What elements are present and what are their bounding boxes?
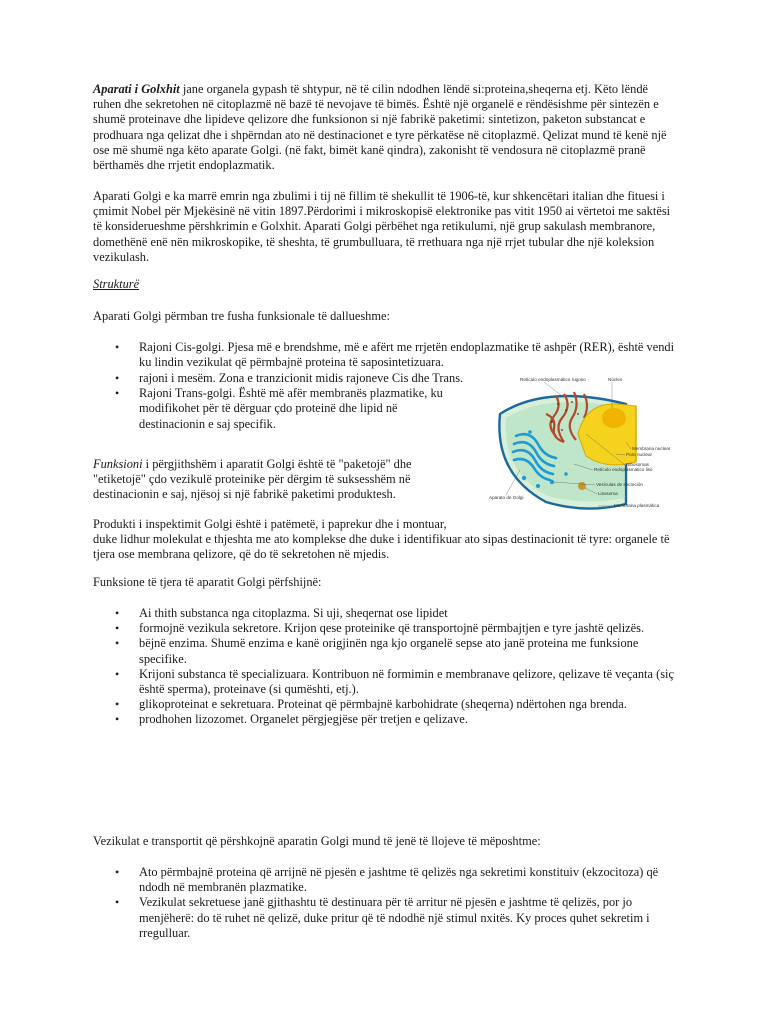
list-item: • formojnë vezikula sekretore. Krijon qese proteinike që transportojnë përmbajtjen e tyre jashtë qelizës. [93,621,675,636]
label-lysosome: Lisosoma [598,491,618,496]
vesicles-list [93,865,675,941]
structure-list [93,340,675,370]
structure-list-cont [93,371,465,432]
list-item: • glikoproteinat e sekretuara. Proteinat që përmbajnë karbohidrate (sheqerna) ndërtohen nga brenda. [93,697,675,712]
vesicles-intro: Vezikulat e transportit që përshkojnë aparatin Golgi mund të jenë të llojeve të mëposhtme: [93,834,541,848]
list-item: • rajoni i mesëm. Zona e tranzicionit midis rajoneve Cis dhe Trans. [93,371,465,386]
label-ribosomes: Ribosomas [626,462,649,467]
label-nucleus: Núcleo [608,377,623,382]
list-item: • bëjnë enzima. Shumë enzima e kanë origjinën nga kjo organelë sepse ato janë proteina me funksione specifike. [93,636,675,666]
other-functions-list [93,606,675,728]
label-golgi: Aparato de Golgi [489,495,524,500]
list-item: • Krijoni substanca të specializuara. Kontribuon në formimin e membranave qelizore, qelizave të veçanta (siç është sperma), proteinave (si qumështi, etj.). [93,667,675,697]
list-item: • prodhohen lizozomet. Organelet përgjegjëse për tretjen e qelizave. [93,712,675,727]
label-nuclear-membrane: Membrana nuclear [632,446,671,451]
list-item: • Rajoni Trans-golgi. Është më afër membranës plazmatike, ku modifikohet për të dërguar çdo proteinë dhe lipid në destinacionin e saj specifik. [93,386,465,432]
intro-paragraph [93,82,675,173]
label-rer: Retículo endoplasmático rugoso [520,377,586,382]
product-line1: Produkti i inspektimit Golgi është i patëmetë, i paprekur dhe i montuar, [93,517,447,531]
list-item: • Ai thith substanca nga citoplazma. Si uji, sheqernat ose lipidet [93,606,675,621]
list-item: • Ato përmbajnë proteina që arrijnë në pjesën e jashtme të qelizës nga sekretimi konstituiv (ekzocitoza) që ndodh në membranën plazmatike. [93,865,675,895]
golgi-cell-illustration [486,374,682,514]
product-paragraph [93,517,675,563]
label-secretion-vesicles: Vesículas de secreción [596,482,643,487]
function-paragraph [93,457,453,503]
label-ser: Retículo endoplasmático liso [594,467,653,472]
lysosome [578,482,586,490]
history-paragraph: Aparati Golgi e ka marrë emrin nga zbulimi i tij në fillim të shekullit të 1906-të, kur shkencëtari italian dhe fituesi i çmimit Nobel për Mjekësinë në vitin 1897.Përdorimi i mikroskopisë elektronike pas vitit 1950 ai vërtetoi me saktësi të konsiderueshme përshkrimin e Golxhit. Aparati Golgi përbëhet nga retikulumi, një grup sakulash membranore, domethënë enë nën mikroskopike, të sheshta, të grumbulluara, të rrethuara nga një rrjet tubular dhe një koleksion vezikulash. [93,189,671,264]
intro-text: jane organela gypash të shtypur, në të cilin ndodhen lëndë si:proteina,sheqerna etj. Këto lëndë ruhen dhe sekretohen në citoplazmë në bazë të nevojave të bimës. Është një organelë e rëndësishme për sintezën e shumë proteinave dhe lipideve qelizore dhe funksionon si një fabrikë paketimi: sintetizon, paketon substancat e prodhuara nga qelizat dhe i shpërndan ato në destinacionet e tyre përkatëse në citoplazmë. Qelizat mund të kenë një ose më shumë nga këto aparate Golgi. (në fakt, bimët kanë qindra), zakonisht të vendosura në citoplazmë pranë bërthamës dhe rrjetit endoplazmatik. [93,82,667,173]
label-nuclear-pore: Poro nuclear [626,452,653,457]
other-functions-intro: Funksione të tjera të aparatit Golgi përfshijnë: [93,575,322,589]
function-lead: Funksioni [93,457,143,471]
product-line2: duke lidhur molekulat e thjeshta me ato komplekse dhe duke i identifikuar ato sipas destinacionit të tyre: organele të tjera ose membrana qelizore, që do të sekretohen në mjedis. [93,532,670,562]
intro-lead: Aparati i Golxhit [93,82,180,96]
list-item: • Rajoni Cis-golgi. Pjesa më e brendshme, më e afërt me rrjetën endoplazmatike të ashpër (RER), është vendi ku lindin vezikulat që përmbajnë proteina të saposintetizuara. [93,340,675,370]
function-text: i përgjithshëm i aparatit Golgi është të "paketojë" dhe "etiketojë" çdo vezikulë proteinike për dërgim të suksesshëm në destinacionin e saj, njësoj si një fabrikë paketimi produktesh. [93,457,412,502]
structure-heading: Strukturë [93,277,140,291]
nucleolus [602,408,626,428]
structure-intro: Aparati Golgi përmban tre fusha funksionale të dallueshme: [93,309,390,323]
list-item: • Vezikulat sekretuese janë gjithashtu të destinuara për të arritur në pjesën e jashtme të qelizës, por jo menjëherë: do të ruhet në qelizë, duke pritur që të ndodhë një stimul nxitës. Ky proces quhet sekretim i rregulluar. [93,895,675,941]
label-plasma-membrane: Membrana plasmática [614,503,660,508]
